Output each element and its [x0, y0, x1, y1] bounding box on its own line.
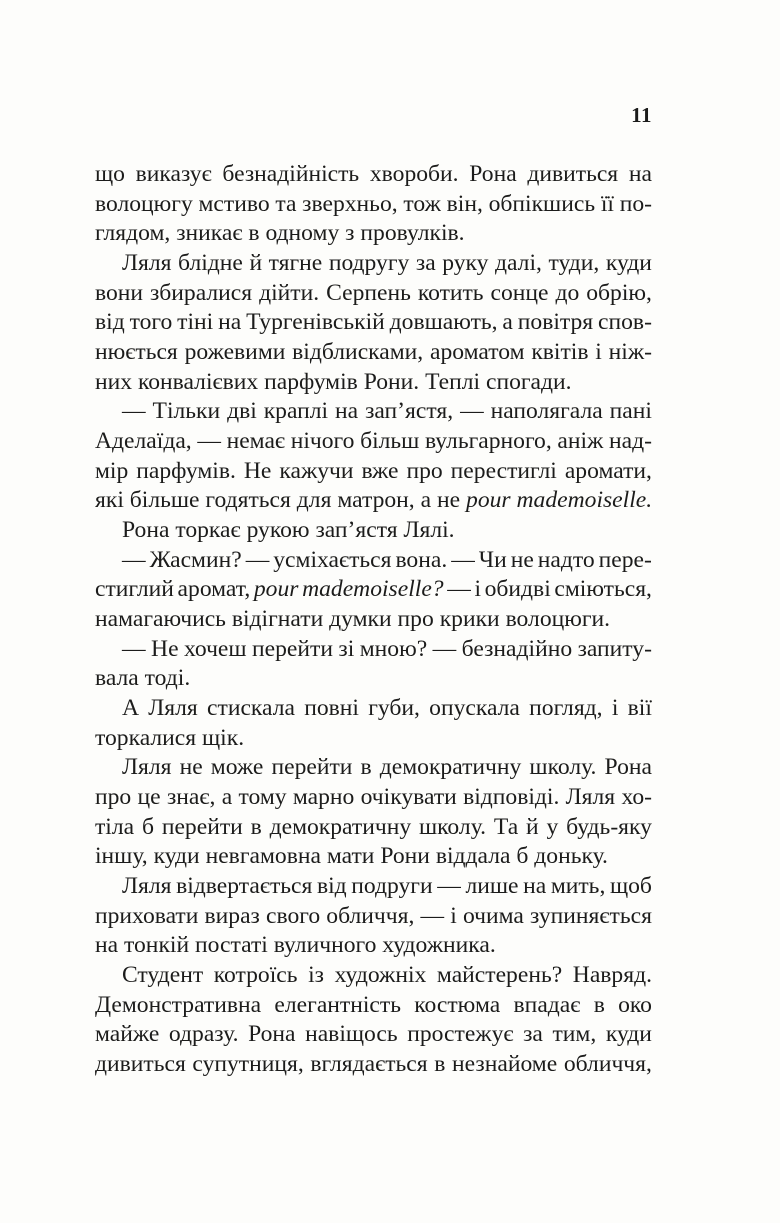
text-line: вала тоді.	[95, 665, 191, 692]
text-line: дивиться супутниця, вглядається в незнайоме обличчя,	[95, 1051, 652, 1078]
text-line: стиглий аромат, pour mademoiselle? — і обидві сміються,	[95, 575, 652, 605]
text-line: від того тіні на Тургенівській довшають, а повітря спов-	[95, 309, 652, 336]
text-line: на тонкій постаті вуличного художника.	[95, 932, 496, 959]
text-line: — Не хочеш перейти зі мною? — безнадійно запиту-	[122, 635, 652, 662]
page-number: 11	[631, 103, 652, 127]
text-line: про це знає, а тому марно очікувати відповіді. Ляля хо-	[95, 784, 652, 811]
italic-text: pour	[466, 487, 511, 514]
text-line: них конвалієвих парфумів Рони. Теплі спогади.	[95, 368, 572, 395]
text-line: що виказує безнадійність хвороби. Рона дивиться на	[95, 161, 652, 187]
text-line: Демонстративна елегантність костюма впадає в око	[95, 991, 652, 1018]
italic-text: mademoiselle?	[302, 576, 444, 603]
text-line: — Жасмин? — усміхається вона. — Чи не надто пере-	[122, 546, 652, 573]
text-line: Рона торкає рукою зап’ястя Лялі.	[122, 517, 455, 544]
text-line: вони збиралися дійти. Серпень котить сонце до обрію,	[95, 279, 652, 306]
body-text	[95, 160, 652, 1080]
text-line: Студент котроїсь із художніх майстерень? Навряд.	[122, 962, 652, 989]
text-line: А Ляля стискала повні губи, опускала погляд, і вії	[122, 695, 652, 722]
text-line: Ляля відвертається від подруги — лише на мить, щоб	[122, 873, 652, 900]
text-line: які більше годяться для матрон, а не pour mademoiselle.	[95, 487, 653, 514]
text-line: майже одразу. Рона навіщось простежує за тим, куди	[95, 1021, 652, 1048]
text-line: тіла б перейти в демократичну школу. Та й у будь-яку	[95, 813, 652, 840]
text-line: Аделаїда, — немає нічого більш вульгарного, аніж над-	[95, 428, 652, 455]
text-line: глядом, зникає в одному з провулків.	[95, 220, 465, 247]
text-line: торкалися щік.	[95, 724, 245, 751]
text-line: приховати вираз свого обличчя, — і очима зупиняється	[95, 902, 652, 929]
italic-text: mademoiselle.	[516, 487, 653, 514]
text-line: Ляля блідне й тягне подругу за руку далі, туди, куди	[122, 250, 652, 277]
text-line: нюється рожевими відблисками, ароматом квітів і ніж-	[95, 339, 652, 366]
text-line: іншу, куди невгамовна мати Рони віддала б доньку.	[95, 843, 608, 870]
text-line: намагаючись відігнати думки про крики волоцюги.	[95, 606, 611, 633]
text-line: — Тільки дві краплі на зап’ястя, — наполягала пані	[122, 398, 652, 425]
text-line: Ляля не може перейти в демократичну школу. Рона	[122, 754, 652, 781]
text-line: волоцюгу мстиво та зверхньо, тож він, обпікшись її по-	[95, 190, 652, 217]
italic-text: pour	[253, 576, 299, 603]
text-line: мір парфумів. Не кажучи вже про перестиглі аромати,	[95, 457, 652, 484]
